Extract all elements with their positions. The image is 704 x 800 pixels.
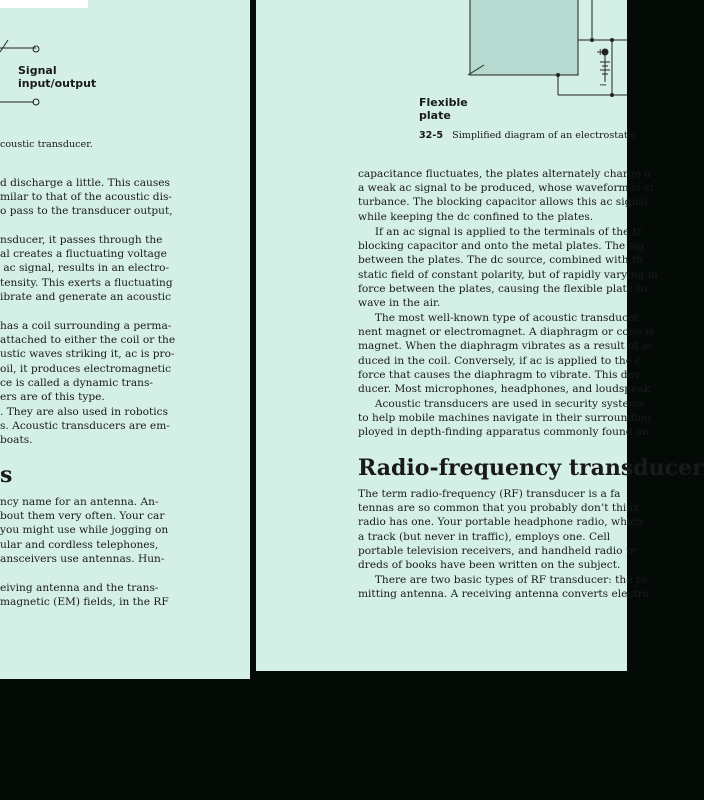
left-paragraph-4: . They are also used in robotics s. Acoustic transducers are em- boats. — [0, 406, 170, 447]
right-paragraph-4: Acoustic transducers are used in security systems to help mobile machines navigate in their surrounding ployed in depth-finding apparatus commonly found on — [358, 398, 652, 439]
left-paragraph-3: has a coil surrounding a perma- attached to either the coil or the ustic waves striking it, ac is pro- oil, it produces electromagnetic ce is called a dynamic trans- ers are of this type. — [0, 320, 176, 404]
left-paragraph-6: eiving antenna and the trans- magnetic (EM) fields, in the RF — [0, 582, 169, 609]
right-paragraph-5: The term radio-frequency (RF) transducer is a fa tennas are so common that you probably don’t think radio has one. Your portable headphone radio, which a track (but never in traffic), employs one. Cell portable television receivers, and handheld radio tr dreds of books have been written on the subject. — [358, 488, 644, 572]
terminal-top — [33, 46, 39, 52]
junction-plate — [556, 73, 560, 77]
minus-sign: − — [599, 80, 608, 91]
flexible-plate — [470, 0, 578, 75]
figure-caption-left: coustic transducer. — [0, 139, 93, 150]
flexible-plate-label: Flexible plate — [419, 96, 468, 122]
right-page — [256, 0, 704, 671]
figure-caption-text: Simplified diagram of an electrostatic — [452, 130, 637, 141]
left-paragraph-5: ncy name for an antenna. An- bout them very often. Your car you might use while jogging on ular and cordless telephones, ansceivers use antennas. Hun- — [0, 496, 169, 565]
figure-caption-right — [419, 130, 636, 141]
figure-number: 32-5 — [419, 130, 444, 141]
lead-line — [0, 40, 8, 52]
electrostatic-transducer-diagram — [256, 0, 627, 110]
left-section-heading: s — [0, 462, 13, 488]
right-paragraph-6: There are two basic types of RF transducer: the re mitting antenna. A receiving antenna converts electro — [358, 574, 650, 601]
right-section-heading: Radio-frequency transducer — [358, 455, 704, 481]
diagram-white-block — [0, 0, 88, 8]
left-page — [0, 0, 250, 679]
signal-label: Signal input/output — [18, 64, 97, 90]
right-paragraph-3: The most well-known type of acoustic transducer nent magnet or electromagnet. A diaphragm or cone is magnet. When the diaphragm vibrates as a result of ac duced in the coil. Conversely, if ac is applied to the c force that causes the diaphragm to vibrate. This dev ducer. Most microphones, headphones, and loudspeak — [358, 312, 655, 396]
right-paragraph-2: If an ac signal is applied to the terminals of the tr blocking capacitor and onto the metal plates. The sig between the plates. The dc source, combined with th static field of constant polarity, but of rapidly varying in force between the plates, causing the flexible plate to wave in the air. — [358, 226, 658, 310]
transducer-diagram-partial — [0, 0, 250, 120]
left-paragraph-1: d discharge a little. This causes milar to that of the acoustic dis- o pass to the transducer output, — [0, 177, 173, 218]
left-paragraph-2: nsducer, it passes through the al creates a fluctuating voltage ac signal, results in an electro- tensity. This exerts a fluctuating ibrate and generate an acoustic — [0, 234, 173, 303]
junction-top-left — [590, 38, 594, 42]
plus-sign: + — [596, 47, 605, 58]
right-paragraph-1: capacitance fluctuates, the plates alternately charge a a weak ac signal to be produced, whose waveform is si turbance. The blocking capacitor allows this ac signal while keeping the dc confined to the plates. — [358, 168, 653, 223]
